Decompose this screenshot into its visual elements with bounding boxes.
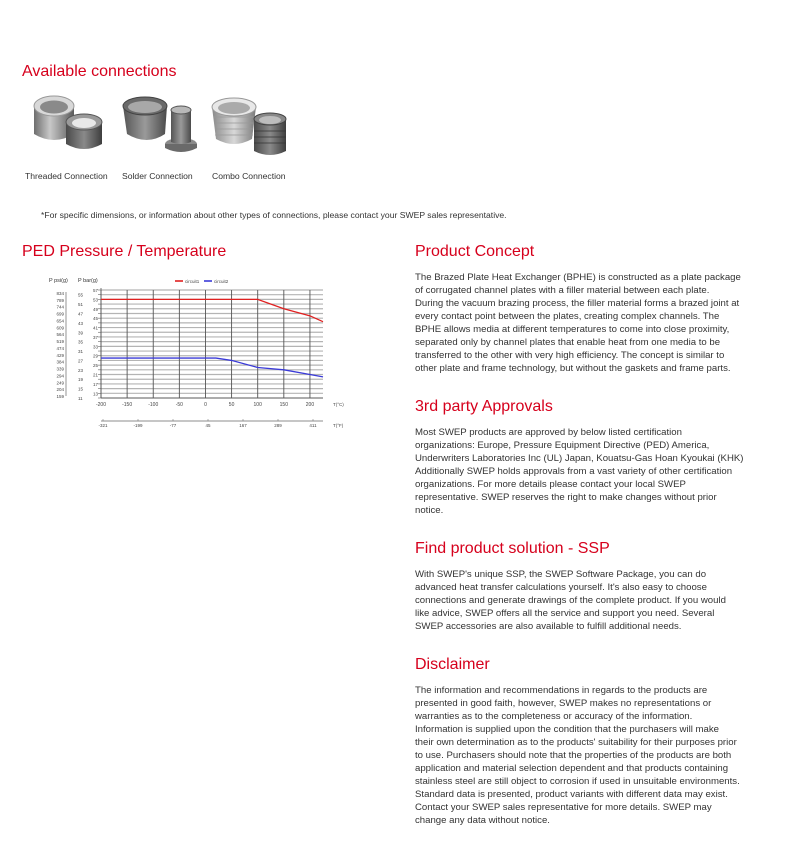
y-tick-label-bar: 29 — [93, 353, 99, 359]
y-tick-label-bar: 43 — [78, 320, 84, 326]
section-line: advanced heat transfer calculations yourself. It's also easy to choose — [415, 582, 707, 593]
section-line: other plate and frame technology, but without the gaskets and frame parts. — [415, 363, 731, 374]
x-tick-label-c: -200 — [95, 402, 107, 408]
section-line: Contact your SWEP sales representative for more details. SWEP may — [415, 802, 712, 813]
section-line: transferred to the other with very high efficiency. The concept is similar to — [415, 350, 725, 361]
y-tick-label-bar: 31 — [78, 349, 84, 355]
section-line: The information and recommendations in regards to the products are — [415, 685, 708, 696]
section-line: of corrugated channel plates with a filler material between each plate. — [415, 285, 710, 296]
section-line: their own determination as to the products' suitability for their purposes prior — [415, 737, 737, 748]
y-tick-label-psi: 789 — [56, 297, 64, 303]
section-line: Information is supplied upon the condition that the purchasers will make — [415, 724, 719, 735]
y-tick-label-bar: 17 — [93, 381, 99, 387]
y-tick-label-bar: 41 — [93, 325, 99, 331]
y-tick-label-psi: 744 — [56, 304, 64, 310]
ped-title: PED Pressure / Temperature — [22, 243, 227, 260]
x-axis-label-c: T(°C) — [333, 402, 344, 407]
section-line: change any data without notice. — [415, 815, 550, 826]
y-tick-label-bar: 13 — [93, 391, 99, 397]
threaded-connection-image — [28, 92, 112, 154]
y-tick-label-bar: 45 — [93, 316, 99, 322]
y-tick-label-bar: 25 — [93, 363, 99, 369]
section-line: representative. SWEP reserves the right to make changes without prior — [415, 492, 717, 503]
section-line: organizations. For more details please contact your local SWEP — [415, 479, 686, 490]
y-tick-label-psi: 519 — [56, 339, 64, 345]
section-line: organizations: Europe, Pressure Equipment Directive (PED) America, — [415, 440, 710, 451]
section-line: warranties as to the completeness or accuracy of the information. — [415, 711, 693, 722]
x-tick-label-c: 100 — [253, 402, 262, 408]
x-tick-label-c: -50 — [175, 402, 183, 408]
y-tick-label-psi: 429 — [56, 352, 64, 358]
y-tick-label-psi: 384 — [56, 359, 64, 365]
y-tick-label-bar: 55 — [78, 292, 84, 298]
section-line: Additionally SWEP holds approvals from a vast variety of other certification — [415, 466, 733, 477]
x-tick-label-c: 50 — [228, 402, 235, 408]
connections-title: Available connections — [22, 63, 177, 80]
y-tick-label-bar: 19 — [78, 377, 84, 383]
section-body — [415, 684, 740, 827]
section-title: 3rd party Approvals — [415, 398, 553, 415]
section-line: With SWEP's unique SSP, the SWEP Software Package, you can do — [415, 569, 707, 580]
section-line: Most SWEP products are approved by below listed certification — [415, 427, 682, 438]
pressure-temperature-chart — [40, 272, 350, 432]
y-tick-label-bar: 15 — [78, 386, 84, 392]
section-title: Find product solution - SSP — [415, 540, 610, 557]
section-line: Standard data is presented, product variants with different data may exist. — [415, 789, 728, 800]
connections-note: *For specific dimensions, or information about other types of connections, please contact your SWEP sales representative. — [41, 210, 507, 220]
y-tick-label-psi: 159 — [56, 394, 64, 399]
y-tick-label-bar: 39 — [78, 330, 84, 336]
y-tick-label-bar: 53 — [93, 297, 99, 303]
connection-label-solder: Solder Connection — [122, 171, 193, 181]
y-tick-label-psi: 609 — [56, 325, 64, 331]
x-tick-label-f: 45 — [205, 423, 211, 428]
x-tick-label-c: -150 — [122, 402, 133, 408]
section-line: During the vacuum brazing process, the filler material forms a brazed joint at — [415, 298, 740, 309]
y-tick-label-psi: 294 — [56, 373, 64, 379]
y-tick-label-bar: 51 — [78, 302, 84, 308]
legend-label-circuit2: circuit2 — [214, 279, 229, 284]
section-body — [415, 426, 743, 517]
section-line: notice. — [415, 505, 444, 516]
x-tick-label-f: 411 — [309, 423, 317, 428]
section-title: Product Concept — [415, 243, 535, 260]
section-title: Disclaimer — [415, 656, 490, 673]
y-tick-label-bar: 49 — [93, 306, 99, 312]
legend-label-circuit1: circuit1 — [185, 279, 200, 284]
section-line: to use. Purchasers should note that the properties of the products are both — [415, 750, 732, 761]
x-tick-label-f: 289 — [274, 423, 282, 428]
y-tick-label-psi: 474 — [56, 345, 64, 351]
y-tick-label-bar: 23 — [78, 367, 84, 373]
y-tick-label-bar: 47 — [78, 311, 84, 317]
x-axis-label-f: T(°F) — [333, 423, 344, 428]
y-tick-label-psi: 249 — [56, 380, 64, 386]
section-line: like advice, SWEP offers all the service and support you need. Several — [415, 608, 715, 619]
section-line: SWEP accessories are also available to fulfill additional needs. — [415, 621, 682, 632]
x-tick-label-f: -199 — [133, 423, 143, 428]
y-tick-label-psi: 564 — [56, 332, 64, 338]
x-tick-label-c: 150 — [279, 402, 288, 408]
section-body — [415, 568, 726, 633]
y-tick-label-psi: 339 — [56, 366, 64, 372]
y-tick-label-bar: 57 — [93, 288, 99, 293]
section-line: every contact point between the plates, creating complex channels. The — [415, 311, 720, 322]
y-axis-label-bar: P bar(g) — [78, 278, 98, 284]
y-tick-label-psi: 654 — [56, 318, 64, 324]
y-tick-label-psi: 699 — [56, 311, 64, 317]
y-tick-label-bar: 27 — [78, 358, 84, 364]
section-line: connections and generate drawings of the complete product. If you would — [415, 595, 726, 606]
section-line: BPHE allows media at different temperatures to come into close proximity, — [415, 324, 730, 335]
section-line: Underwriters Laboratories Inc (UL) Japan, Kouatsu-Gas Hoan Kyoukai (KHK) — [415, 453, 744, 464]
y-tick-label-bar: 33 — [93, 344, 99, 350]
x-tick-label-c: -100 — [148, 402, 159, 408]
section-line: presented in good faith, however, SWEP makes no representations or — [415, 698, 712, 709]
solder-connection-image — [119, 96, 203, 158]
y-tick-label-psi: 204 — [56, 387, 64, 393]
y-tick-label-bar: 35 — [78, 339, 84, 345]
connection-label-threaded: Threaded Connection — [25, 171, 108, 181]
x-tick-label-f: 167 — [239, 423, 247, 428]
x-tick-label-f: -321 — [98, 423, 108, 428]
section-line: The Brazed Plate Heat Exchanger (BPHE) is constructed as a plate package — [415, 272, 741, 283]
x-tick-label-f: -77 — [169, 423, 177, 428]
y-tick-label-bar: 37 — [93, 334, 99, 340]
connection-label-combo: Combo Connection — [212, 171, 286, 181]
combo-connection-image — [210, 95, 294, 157]
x-tick-label-c: 0 — [204, 402, 207, 408]
y-tick-label-bar: 11 — [78, 396, 83, 401]
y-tick-label-bar: 21 — [93, 372, 99, 378]
x-tick-label-c: 200 — [305, 402, 315, 408]
section-line: application and material selection dependent and that products containing — [415, 763, 729, 774]
section-body — [415, 271, 741, 375]
section-line: stainless steel are still object to corrosion if used in unsuitable environments. — [415, 776, 740, 787]
y-axis-label-psi: P psi(g) — [49, 278, 68, 284]
section-line: separated only by channel plates that enable heat from one media to be — [415, 337, 721, 348]
y-tick-label-psi: 834 — [56, 291, 64, 296]
